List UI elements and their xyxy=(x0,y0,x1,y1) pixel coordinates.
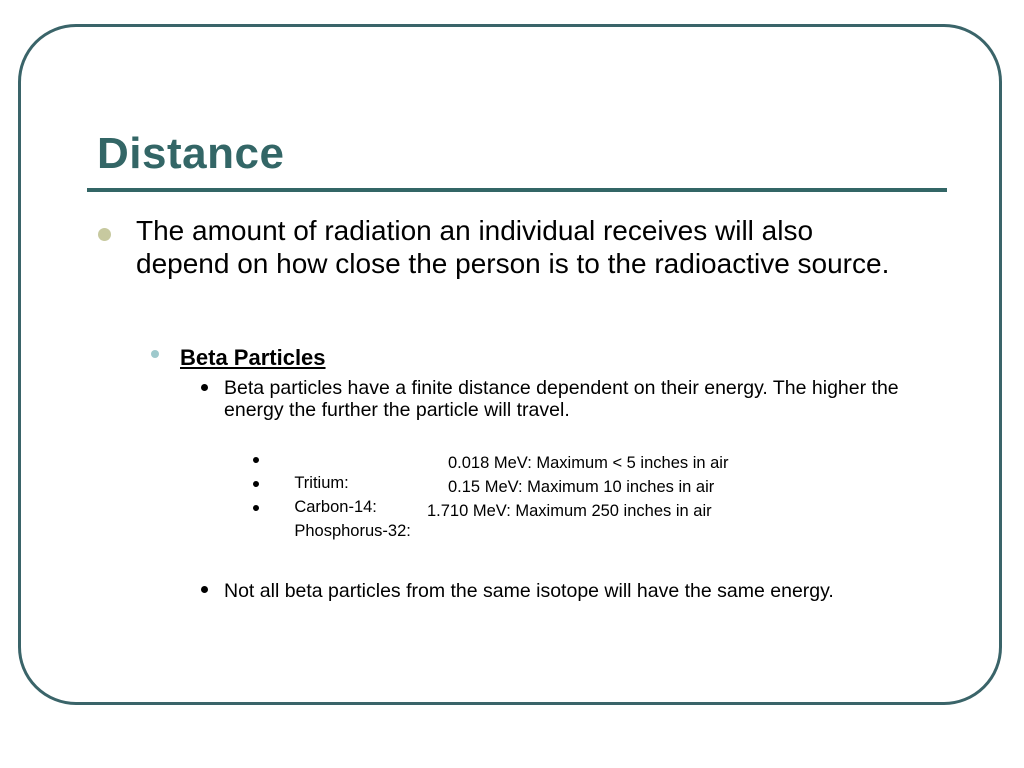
isotope-row-phosphorus-32 xyxy=(276,501,712,561)
title-underline-rule xyxy=(87,188,947,192)
detail-text-energy: Beta particles have a finite distance dependent on their energy. The higher the energy the further the particle will travel. xyxy=(224,377,899,421)
detail-text-isotope-energy: Not all beta particles from the same isotope will have the same energy. xyxy=(224,580,834,602)
isotope-name: Tritium: xyxy=(294,474,349,492)
bullet-dot-level3 xyxy=(201,384,208,391)
bullet-dot-level1 xyxy=(98,228,111,241)
isotope-name: Carbon-14: xyxy=(294,498,377,516)
bullet-dot-level2 xyxy=(151,350,159,358)
slide-frame xyxy=(18,24,1002,705)
bullet-dot-level4 xyxy=(253,481,259,487)
bullet-dot-level4 xyxy=(253,457,259,463)
isotope-name: Phosphorus-32: xyxy=(294,522,411,540)
bullet-dot-level4 xyxy=(253,505,259,511)
isotope-info: 0.15 MeV: Maximum 10 inches in air xyxy=(448,478,715,496)
bullet-dot-level3 xyxy=(201,586,208,593)
isotope-info: 1.710 MeV: Maximum 250 inches in air xyxy=(427,502,712,520)
slide-title: Distance xyxy=(97,129,285,178)
isotope-info: 0.018 MeV: Maximum < 5 inches in air xyxy=(448,454,729,472)
subheading-beta-particles: Beta Particles xyxy=(180,345,326,370)
main-point-text: The amount of radiation an individual receives will also depend on how close the person is to the radioactive source. xyxy=(136,215,890,279)
